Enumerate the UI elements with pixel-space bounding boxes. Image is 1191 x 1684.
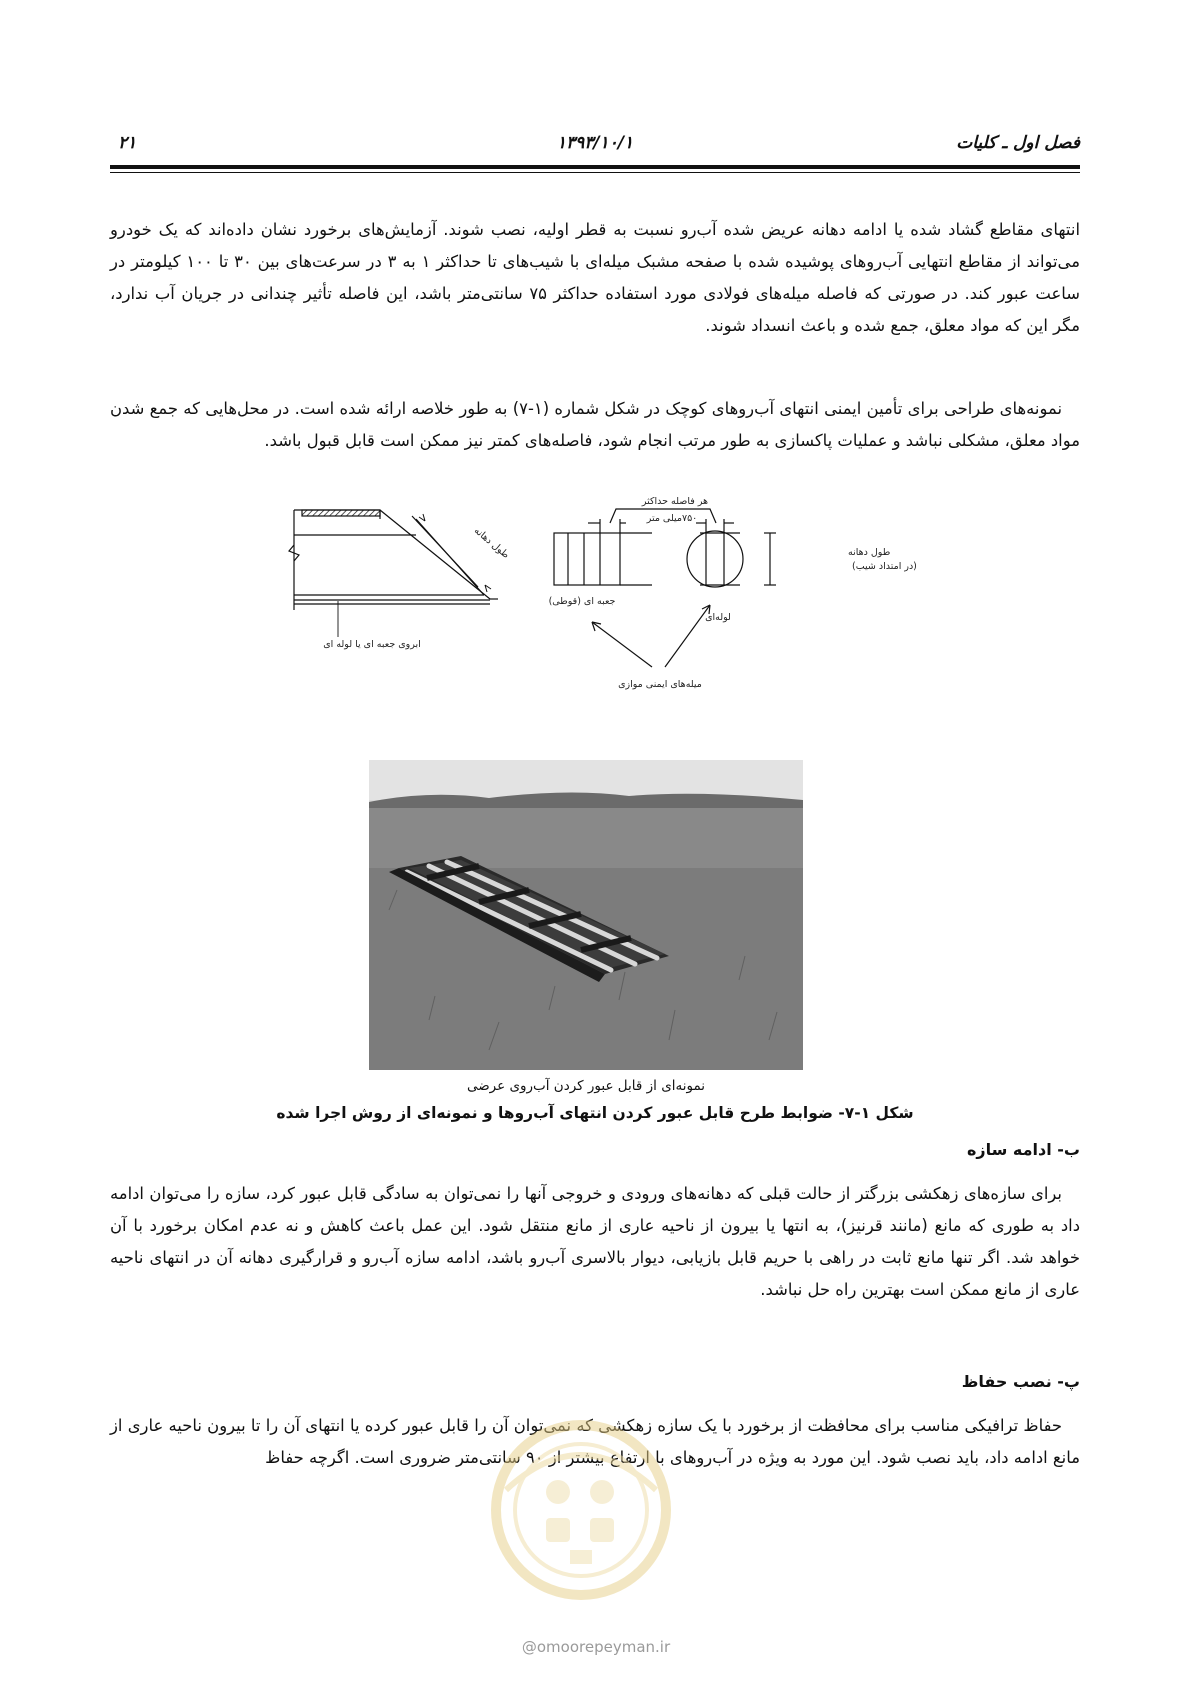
figure-caption: شکل ۱-۷- ضوابط طرح قابل عبور کردن انتهای آب‌روها و نمونه‌ای از روش اجرا شده [276, 1104, 914, 1122]
photo-caption: نمونه‌ای از قابل عبور کردن آب‌روی عرضی [466, 1078, 706, 1094]
culvert-end-diagram [280, 497, 930, 749]
label-parallel-bars: میله‌های ایمنی موازی [618, 679, 702, 690]
body-paragraph-1: انتهای مقاطع گشاد شده یا ادامه دهانه عریض شده آب‌رو نسبت به قطر اولیه، نصب شوند. آزمایش‌های برخورد نشان داده‌اند که یک خودرو می‌تواند از مقاطع انتهایی آب‌روهای پوشیده شده با صفحه مشبک میله‌ای با شیب‌های تا حداکثر ۱ به ۳ در سرعت‌های بین ۳۰ تا ۱۰۰ کیلومتر در ساعت عبور کند. در صورتی که فاصله میله‌های فولادی مورد استفاده حداکثر ۷۵ سانتی‌متر باشد، این فاصله تأثیر چندانی در جریان آب ندارد، مگر این که مواد معلق، جمع شده و باعث انسداد شوند. [110, 220, 1080, 335]
label-max-spacing-2: ۷۵۰میلی متر [646, 513, 698, 524]
culvert-photo [369, 760, 803, 1070]
label-mouth-length-2: (در امتداد شیب) [852, 561, 917, 572]
label-box-culvert: جعبه ای (قوطی) [548, 596, 616, 607]
body-paragraph-3: برای سازه‌های زهکشی بزرگتر از حالت قبلی که دهانه‌های ورودی و خروجی آنها را نمی‌توان به سادگی قابل عبور کرد، سازه را می‌توان ادامه داد به طوری که مانع (مانند قرنیز)، به انتها یا بیرون از ناحیه عاری از مانع منتقل شود. این عمل باعث کاهش و نه عدم امکان برخورد با آن خواهد شد. اگر تنها مانع ثابت در راهی با حریم قابل بازیابی، دیوار بالاسری آب‌رو باشد، ادامه سازه آب‌رو و قرارگیری دهانه آن در انتهای ناحیه عاری از مانع ممکن است بهترین راه حل نباشد. [110, 1184, 1080, 1299]
section-heading-p: پ- نصب حفاظ [961, 1372, 1080, 1391]
label-mouth-length-side: طول دهانه [471, 525, 512, 561]
body-paragraph-4: حفاظ ترافیکی مناسب برای محافظت از برخورد با یک سازه زهکشی که نمی‌توان آن را قابل عبور کرده یا انتهای آن را تا بیرون ناحیه عاری از مانع ادامه داد، باید نصب شود. این مورد به ویژه در آب‌روهای با ارتفاع بیشتر از ۹۰ سانتی‌متر ضروری است. اگرچه حفاظ [110, 1416, 1080, 1467]
header-rule-thick [110, 165, 1080, 169]
page-number: ۲۱ [118, 133, 137, 153]
label-mouth-length-1: طول دهانه [848, 547, 891, 558]
body-paragraph-2: نمونه‌های طراحی برای تأمین ایمنی انتهای آب‌روهای کوچک در شکل شماره (۱-۷) به طور خلاصه ارائه شده است. در محل‌هایی که جمع شدن مواد معلق، مشکلی نباشد و عملیات پاکسازی به طور مرتب انجام شود، فاصله‌های کمتر نیز ممکن است قابل قبول باشد. [110, 399, 1080, 450]
chapter-title: فصل اول ـ کلیات [956, 133, 1080, 153]
watermark-site: @omoorepeyman.ir [521, 1638, 671, 1656]
label-max-spacing-1: هر فاصله حداکثر [641, 497, 709, 507]
section-heading-b: ب- ادامه سازه [966, 1140, 1080, 1159]
header-date: ۱۳۹۳/۱۰/۱ [556, 133, 634, 153]
label-culvert-type: ابروی جعبه ای یا لوله ای [323, 639, 421, 650]
label-pipe-culvert: لوله‌ای [705, 612, 731, 623]
page-header [110, 133, 1080, 159]
header-rule-thin [110, 172, 1080, 173]
watermark-seal [486, 1400, 676, 1640]
